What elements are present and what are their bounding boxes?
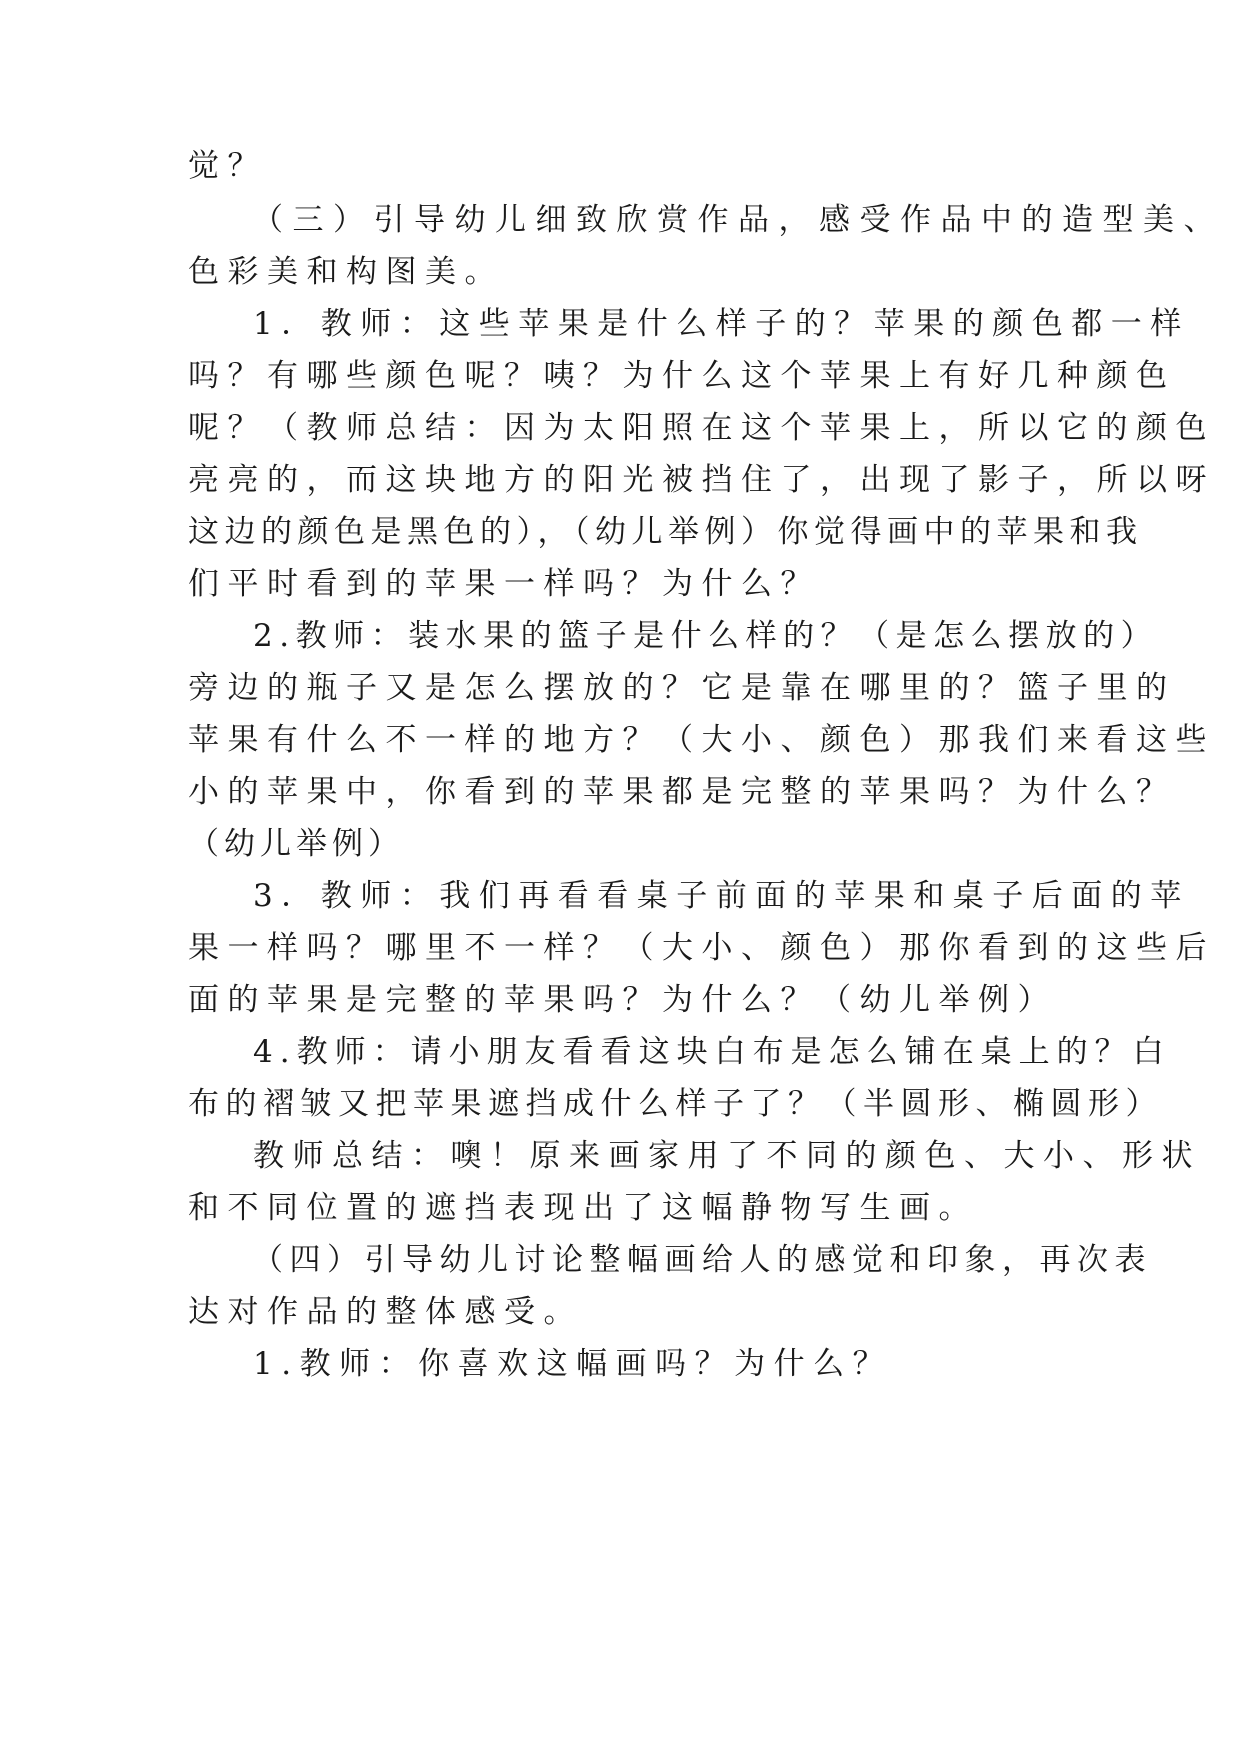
text-line: 呢？（教师总结：因为太阳照在这个苹果上，所以它的颜色 bbox=[188, 410, 1215, 446]
text-line: 1．教师：这些苹果是什么样子的？苹果的颜色都一样 bbox=[253, 306, 1190, 342]
text-line: 达对作品的整体感受。 bbox=[188, 1294, 583, 1330]
text-line: 教师总结：噢！原来画家用了不同的颜色、大小、形状 bbox=[253, 1138, 1201, 1174]
text-line: 色彩美和构图美。 bbox=[188, 254, 504, 290]
text-line: 苹果有什么不一样的地方？（大小、颜色）那我们来看这些 bbox=[188, 722, 1215, 758]
text-line: 和不同位置的遮挡表现出了这幅静物写生画。 bbox=[188, 1190, 978, 1226]
section-heading: （四）引导幼儿讨论整幅画给人的感觉和印象，再次表 bbox=[252, 1242, 1152, 1278]
section-heading: （三）引导幼儿细致欣赏作品，感受作品中的造型美、 bbox=[252, 202, 1224, 238]
text-line: 小的苹果中，你看到的苹果都是完整的苹果吗？为什么？ bbox=[188, 774, 1176, 810]
text-line: 果一样吗？哪里不一样？（大小、颜色）那你看到的这些后 bbox=[188, 930, 1215, 966]
text-line: 2.教师：装水果的篮子是什么样的？（是怎么摆放的） bbox=[253, 618, 1159, 654]
text-line: 旁边的瓶子又是怎么摆放的？它是靠在哪里的？篮子里的 bbox=[188, 670, 1176, 706]
text-line: 们平时看到的苹果一样吗？为什么？ bbox=[188, 566, 820, 602]
text-line: 亮亮的，而这块地方的阳光被挡住了，出现了影子，所以呀 bbox=[188, 462, 1215, 498]
text-line: 吗？有哪些颜色呢？咦？为什么这个苹果上有好几种颜色 bbox=[188, 358, 1176, 394]
text-line: 布的褶皱又把苹果遮挡成什么样子了？（半圆形、椭圆形） bbox=[188, 1086, 1163, 1122]
text-line: 1.教师：你喜欢这幅画吗？为什么？ bbox=[253, 1346, 893, 1382]
text-line: 面的苹果是完整的苹果吗？为什么？（幼儿举例） bbox=[188, 982, 1057, 1018]
text-line: 这边的颜色是黑色的），（幼儿举例）你觉得画中的苹果和我 bbox=[188, 514, 1143, 550]
text-line: （幼儿举例） bbox=[188, 826, 404, 862]
text-line: 4.教师：请小朋友看看这块白布是怎么铺在桌上的？白 bbox=[253, 1034, 1171, 1070]
text-line: 3．教师：我们再看看桌子前面的苹果和桌子后面的苹 bbox=[253, 878, 1190, 914]
text-line: 觉？ bbox=[188, 148, 267, 184]
